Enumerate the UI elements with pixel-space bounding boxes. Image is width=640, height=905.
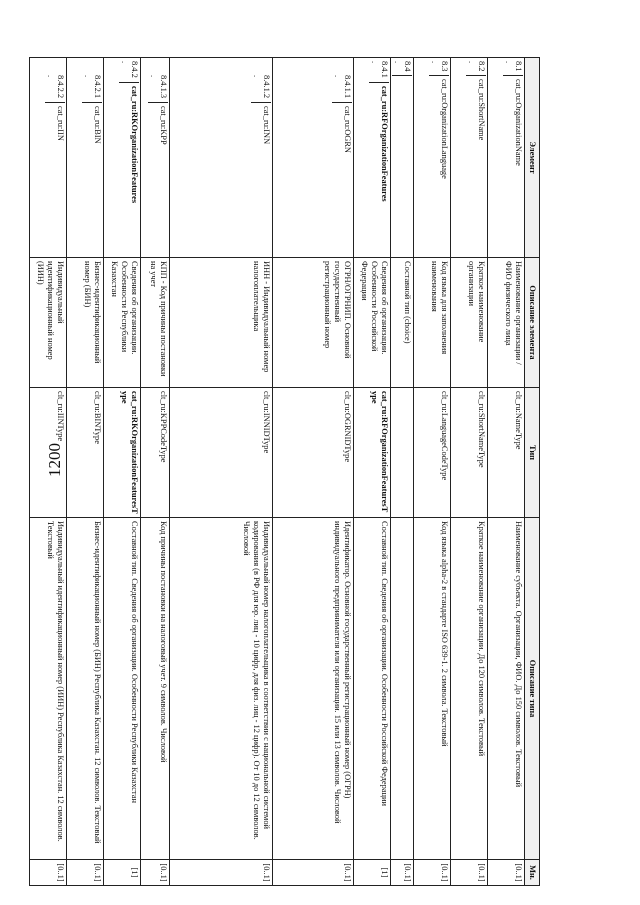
table-row bbox=[170, 58, 273, 886]
element-cell bbox=[354, 58, 391, 258]
multiplicity-cell: [0..1] bbox=[170, 860, 273, 886]
table-row bbox=[354, 58, 391, 886]
element-cell bbox=[104, 58, 141, 258]
schema-table bbox=[29, 57, 540, 886]
element-number: 8.4.2.2. bbox=[45, 75, 65, 103]
element-name bbox=[392, 79, 412, 254]
type-description-cell: Код языка alpha-2 в стандарте ISO 639-1. 2 символа. Текстовый bbox=[414, 518, 451, 860]
multiplicity-cell: [0..1] bbox=[141, 860, 170, 886]
type-description-cell: Код причины постановки на налоговый учет. 9 символов. Числовой bbox=[141, 518, 170, 860]
table-row bbox=[451, 58, 488, 886]
type-cell: clt_ru:KPPCodeType bbox=[141, 388, 170, 518]
type-description-cell: Индивидуальный идентификационный номер (ИИН) Республика Казахстан. 12 символов. Текстовый bbox=[30, 518, 67, 860]
element-description-cell: ОГРН/ОГРНИП. Основной государственный регистрационный номер bbox=[273, 258, 354, 388]
multiplicity-cell: [1] bbox=[354, 860, 391, 886]
element-description-cell: Сведения об организации. Особенности Российской Федерации bbox=[354, 258, 391, 388]
multiplicity-cell: [1] bbox=[104, 860, 141, 886]
multiplicity-cell: [0..1] bbox=[30, 860, 67, 886]
element-number: 8.3. bbox=[429, 61, 449, 76]
type-description-cell: Краткое наименование организации. До 120 символов. Текстовый bbox=[451, 518, 488, 860]
element-cell bbox=[414, 58, 451, 258]
type-cell: clt_ru:LanguageCodeType bbox=[414, 388, 451, 518]
element-cell bbox=[488, 58, 525, 258]
type-cell: clt_ru:BINType bbox=[67, 388, 104, 518]
element-cell bbox=[67, 58, 104, 258]
element-number: 8.4. bbox=[392, 61, 412, 76]
table-row bbox=[141, 58, 170, 886]
type-description-cell: Наименование субъекта. Организации, ФИО. До 150 символов. Текстовый bbox=[488, 518, 525, 860]
header-type: Тип bbox=[525, 388, 540, 518]
element-description-cell: Код языка для заполнения наименования bbox=[414, 258, 451, 388]
element-name: cat_ru:OrganizationLanguage bbox=[440, 79, 449, 179]
element-name: cat_ru:OrganizationName bbox=[514, 79, 523, 166]
table-row bbox=[414, 58, 451, 886]
element-description-cell: Составной тип (choice) bbox=[391, 258, 414, 388]
multiplicity-cell: [0..1] bbox=[451, 860, 488, 886]
element-number: 8.2. bbox=[466, 61, 486, 76]
element-number: 8.4.1.3. bbox=[148, 75, 168, 103]
element-name: cat_ru:ShortName bbox=[477, 79, 486, 141]
header-element: Элемент bbox=[525, 58, 540, 258]
type-description-cell bbox=[391, 518, 414, 860]
table-row bbox=[104, 58, 141, 886]
table-row bbox=[488, 58, 525, 886]
table-row bbox=[67, 58, 104, 886]
element-name: cat_ru:IIN bbox=[56, 106, 65, 141]
multiplicity-cell: [0..1] bbox=[414, 860, 451, 886]
element-cell bbox=[141, 58, 170, 258]
element-name: cat_ru:OGRN bbox=[343, 106, 352, 153]
element-name: cat_ru:INN bbox=[262, 106, 271, 145]
rotated-table-wrapper bbox=[29, 57, 540, 885]
header-multiplicity: Мн. bbox=[525, 860, 540, 886]
element-description-cell: ИНН - Индивидуальный номер налогоплательщика bbox=[170, 258, 273, 388]
type-cell: clt_ru:OGRNIDType bbox=[273, 388, 354, 518]
element-cell bbox=[451, 58, 488, 258]
element-cell bbox=[30, 58, 67, 258]
table-row bbox=[273, 58, 354, 886]
header-element-description: Описание элемента bbox=[525, 258, 540, 388]
multiplicity-cell: [0..1] bbox=[273, 860, 354, 886]
type-description-cell: Составной тип. Сведения об организации. Особенности Российской Федерации bbox=[354, 518, 391, 860]
element-description-cell: Индивидуальный идентификационный номер (ИИН) bbox=[30, 258, 67, 388]
header-row bbox=[525, 58, 540, 886]
element-name: cat_ru:BIN bbox=[93, 106, 102, 144]
header-type-description: Описание типа bbox=[525, 518, 540, 860]
type-description-cell: Индивидуальный номер налогоплательщика в соответствии с национальной системой кодирования (в РФ для юр. лиц - 10 цифр, для физ. лиц - 12 цифр). От 10 до 12 символов. Числовой bbox=[170, 518, 273, 860]
element-number: 8.4.2. bbox=[119, 61, 139, 83]
type-cell: clt_ru:INNIDType bbox=[170, 388, 273, 518]
type-cell: cat_ru:RKOrganizationFeaturesType bbox=[104, 388, 141, 518]
element-cell bbox=[391, 58, 414, 258]
element-description-cell: Краткое наименование организации bbox=[451, 258, 488, 388]
type-cell: clt_ru:NameType bbox=[488, 388, 525, 518]
type-cell bbox=[391, 388, 414, 518]
type-description-cell: Составной тип. Сведения об организации. Особенности Республики Казахстан bbox=[104, 518, 141, 860]
element-description-cell: Бизнес-идентификационный номер (БИН) bbox=[67, 258, 104, 388]
multiplicity-cell: [0..1] bbox=[391, 860, 414, 886]
element-name: cat_ru:RKOrganizationFeatures bbox=[130, 86, 139, 204]
element-cell bbox=[170, 58, 273, 258]
element-number: 8.4.1.1. bbox=[332, 75, 352, 103]
element-number: 8.4.1.2. bbox=[251, 75, 271, 103]
table-row bbox=[30, 58, 67, 886]
element-description-cell: КПП - Код причины постановки на учет bbox=[141, 258, 170, 388]
element-cell bbox=[273, 58, 354, 258]
element-number: 8.1. bbox=[503, 61, 523, 76]
type-cell: cat_ru:RFOrganizationFeaturesType bbox=[354, 388, 391, 518]
multiplicity-cell: [0..1] bbox=[488, 860, 525, 886]
type-cell: clt_ru:ShortNameType bbox=[451, 388, 488, 518]
element-number: 8.4.2.1. bbox=[82, 75, 102, 103]
type-description-cell: Идентификатор. Основной государственный регистрационный номер (ОГРН) индивидуального предпринимателя или организации. 15 или 13 символов. Числовой bbox=[273, 518, 354, 860]
type-description-cell: Бизнес-идентификационный номер (БИН) Республика Казахстан. 12 символов. Текстовый bbox=[67, 518, 104, 860]
element-description-cell: Сведения об организации. Особенности Республики Казахстан bbox=[104, 258, 141, 388]
element-name: cat_ru:RFOrganizationFeatures bbox=[380, 86, 389, 202]
element-description-cell: Наименование организации / ФИО физического лица bbox=[488, 258, 525, 388]
page-number: 1200 bbox=[45, 443, 64, 477]
element-name: cat_ru:KPP bbox=[159, 106, 168, 145]
type-cell: clt_ru:IINType bbox=[30, 388, 67, 518]
table-row bbox=[391, 58, 414, 886]
multiplicity-cell: [0..1] bbox=[67, 860, 104, 886]
element-number: 8.4.1. bbox=[369, 61, 389, 83]
